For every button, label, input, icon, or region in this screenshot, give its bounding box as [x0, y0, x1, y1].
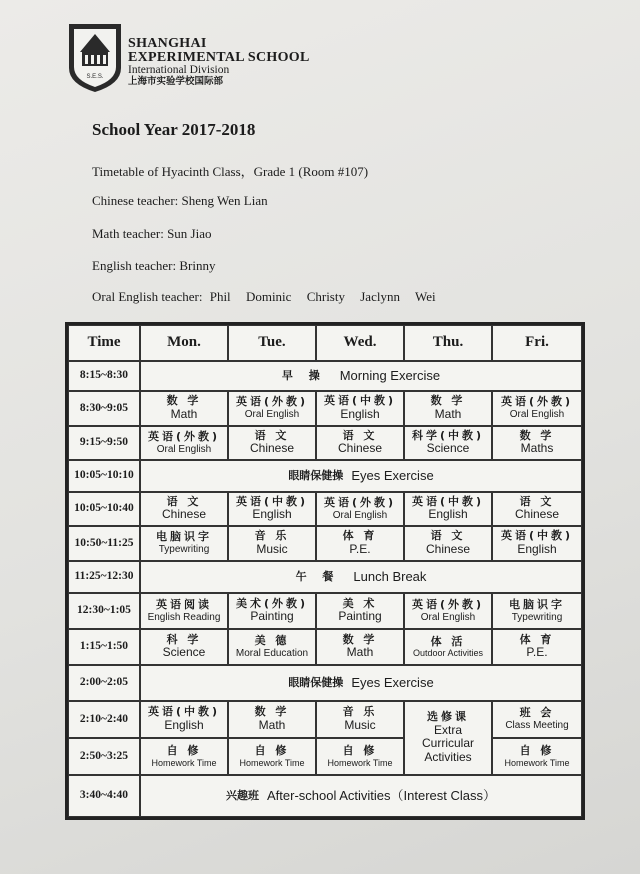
- after-school: [140, 775, 582, 817]
- subject-en: Math: [434, 406, 462, 421]
- time-slot: 9:15~9:50: [68, 426, 140, 460]
- timetable: [65, 322, 585, 820]
- subject-cell: [140, 738, 228, 775]
- school-logo: [66, 22, 124, 94]
- subject-cn: 数 学: [519, 428, 555, 442]
- subject-cn: 语 文: [519, 494, 555, 508]
- oral-english-label: Oral English teacher:: [92, 289, 203, 304]
- subject-cn: 电脑识字: [509, 597, 565, 611]
- subject-cn: 英语(中教): [323, 394, 397, 408]
- subject-cell: [492, 492, 582, 526]
- subject-cn: 班 会: [519, 706, 555, 720]
- subject-cn: 美 德: [254, 633, 290, 647]
- morning-exercise: [140, 361, 582, 391]
- extra-curricular-cell: [404, 701, 492, 775]
- subject-en: Homework Time: [327, 757, 393, 768]
- subject-cell: [316, 593, 404, 629]
- time-slot: 2:50~3:25: [68, 738, 140, 775]
- subject-en: Oral English: [420, 611, 476, 623]
- subject-cell: [404, 526, 492, 561]
- division-name: International Division: [128, 64, 230, 76]
- oral-teacher: Phil: [209, 289, 231, 304]
- subject-en: Painting: [338, 609, 382, 624]
- extra-cn: 选修课: [427, 709, 469, 723]
- timetable-of: Timetable of Hyacinth Class，Grade 1 (Room #107): [92, 164, 369, 179]
- subject-cell: [228, 738, 316, 775]
- subject-cell: [140, 629, 228, 665]
- time-slot: 8:15~8:30: [68, 361, 140, 391]
- time-slot: 10:05~10:10: [68, 460, 140, 492]
- morning-exercise-en: Morning Exercise: [339, 367, 441, 383]
- subject-cn: 语 文: [166, 494, 202, 508]
- eyes-exercise-cn: 眼睛保健操: [288, 468, 344, 482]
- subject-en: Homework Time: [504, 757, 570, 768]
- subject-en: Oral English: [509, 409, 565, 421]
- school-name: [128, 37, 310, 87]
- subject-en: P.E.: [526, 645, 548, 660]
- school-name-line2: EXPERIMENTAL SCHOOL: [128, 50, 310, 65]
- subject-cell: [492, 426, 582, 460]
- subject-en: Chinese: [161, 507, 207, 522]
- subject-cn: 英语(中教): [411, 494, 485, 508]
- subject-cell: [492, 593, 582, 629]
- subject-cell: [404, 593, 492, 629]
- subject-cn: 语 文: [254, 428, 290, 442]
- eyes-exercise-en: Eyes Exercise: [351, 467, 434, 483]
- after-school-en: After-school Activities（Interest Class）: [266, 787, 497, 803]
- lunch-break-cn: 午 餐: [295, 569, 340, 583]
- subject-en: English: [517, 541, 557, 556]
- time-slot: 2:10~2:40: [68, 701, 140, 738]
- subject-cn: 美 术: [342, 596, 378, 610]
- extra-line: Extra: [433, 722, 462, 737]
- subject-en: Music: [256, 541, 288, 556]
- subject-cell: [228, 426, 316, 460]
- subject-en: Homework Time: [239, 757, 305, 768]
- subject-en: English: [340, 406, 380, 421]
- subject-cn: 英语(中教): [500, 529, 574, 543]
- subject-cn: 科学(中教): [411, 428, 485, 442]
- subject-cn: 自 修: [254, 744, 290, 757]
- morning-exercise-cn: 早 操: [281, 368, 326, 382]
- subject-en: Outdoor Activities: [412, 648, 484, 659]
- school-year-title: School Year 2017-2018: [92, 120, 256, 139]
- subject-cell: [228, 492, 316, 526]
- school-name-line1: SHANGHAI: [128, 36, 207, 51]
- eyes-exercise: [140, 665, 582, 701]
- subject-cn: 英语(中教): [147, 705, 221, 719]
- subject-en: Class Meeting: [505, 720, 569, 732]
- subject-cell: [140, 426, 228, 460]
- subject-cn: 英语阅读: [156, 597, 212, 611]
- subject-cell: [316, 426, 404, 460]
- subject-en: Chinese: [514, 507, 560, 522]
- subject-cell: [228, 629, 316, 665]
- eyes-exercise-cn: 眼睛保健操: [288, 675, 344, 689]
- subject-cn: 自 修: [342, 744, 378, 757]
- extra-line: Curricular: [421, 736, 474, 751]
- subject-en: English Reading: [147, 611, 221, 623]
- chinese-school-name: 上海市实验学校国际部: [128, 76, 224, 87]
- subject-cn: 数 学: [342, 632, 378, 646]
- subject-en: Science: [162, 645, 206, 660]
- eyes-exercise: [140, 460, 582, 492]
- subject-cell: [404, 426, 492, 460]
- english-teacher: English teacher: Brinny: [92, 258, 216, 273]
- time-slot: 10:50~11:25: [68, 526, 140, 561]
- subject-cell: [140, 526, 228, 561]
- subject-en: Maths: [520, 441, 554, 456]
- time-slot: 3:40~4:40: [68, 775, 140, 817]
- after-school-cn: 兴趣班: [225, 788, 259, 802]
- subject-cell: [228, 701, 316, 738]
- column-header: Fri.: [492, 325, 582, 361]
- subject-cell: [316, 738, 404, 775]
- oral-teacher: Wei: [414, 289, 436, 304]
- subject-cn: 电脑识字: [156, 530, 212, 544]
- math-teacher: Math teacher: Sun Jiao: [92, 226, 212, 241]
- time-slot: 12:30~1:05: [68, 593, 140, 629]
- subject-cell: [404, 492, 492, 526]
- chinese-teacher: Chinese teacher: Sheng Wen Lian: [92, 193, 268, 208]
- column-header: Time: [68, 325, 140, 361]
- column-header: Thu.: [404, 325, 492, 361]
- subject-cn: 语 文: [342, 428, 378, 442]
- subject-cell: [140, 391, 228, 426]
- subject-en: Typewriting: [511, 611, 563, 623]
- subject-cell: [228, 526, 316, 561]
- subject-cell: [316, 629, 404, 665]
- subject-cell: [316, 701, 404, 738]
- time-slot: 11:25~12:30: [68, 561, 140, 593]
- subject-cell: [228, 593, 316, 629]
- subject-en: Painting: [250, 609, 294, 624]
- svg-text:S.E.S.: S.E.S.: [86, 74, 104, 80]
- subject-cell: [492, 738, 582, 775]
- oral-teacher: Jaclynn: [360, 289, 400, 304]
- subject-en: Typewriting: [158, 544, 210, 556]
- subject-cn: 语 文: [430, 529, 466, 543]
- subject-cell: [492, 526, 582, 561]
- subject-en: Oral English: [244, 409, 300, 421]
- subject-cn: 体 育: [519, 632, 555, 646]
- subject-cn: 数 学: [430, 394, 466, 408]
- subject-en: Moral Education: [235, 647, 309, 659]
- subject-en: Oral English: [332, 509, 388, 521]
- subject-en: Chinese: [249, 441, 295, 456]
- subject-cn: 英语(外教): [235, 395, 309, 409]
- subject-cell: [492, 391, 582, 426]
- subject-cn: 英语(外教): [147, 429, 221, 443]
- subject-cn: 英语(外教): [500, 395, 574, 409]
- subject-cell: [404, 629, 492, 665]
- time-slot: 1:15~1:50: [68, 629, 140, 665]
- column-header: Tue.: [228, 325, 316, 361]
- subject-cn: 自 修: [166, 744, 202, 757]
- subject-cn: 体 活: [430, 634, 466, 648]
- time-slot: 2:00~2:05: [68, 665, 140, 701]
- subject-en: Math: [346, 645, 374, 660]
- subject-cn: 美术(外教): [235, 596, 309, 610]
- subject-en: Homework Time: [151, 757, 217, 768]
- subject-cn: 科 学: [166, 632, 202, 646]
- subject-cn: 自 修: [519, 744, 555, 757]
- subject-cn: 英语(中教): [235, 494, 309, 508]
- subject-en: English: [164, 717, 204, 732]
- subject-en: Math: [258, 717, 286, 732]
- subject-cn: 数 学: [166, 394, 202, 408]
- subject-cell: [228, 391, 316, 426]
- subject-cell: [492, 629, 582, 665]
- subject-en: English: [252, 507, 292, 522]
- oral-teacher: Christy: [306, 289, 345, 304]
- subject-cn: 音 乐: [342, 705, 378, 719]
- subject-en: P.E.: [349, 541, 371, 556]
- oral-english-teachers: [92, 289, 448, 305]
- subject-en: Chinese: [337, 441, 383, 456]
- subject-cell: [316, 526, 404, 561]
- subject-en: English: [428, 507, 468, 522]
- subject-cell: [140, 593, 228, 629]
- time-slot: 10:05~10:40: [68, 492, 140, 526]
- lunch-break-en: Lunch Break: [353, 568, 427, 584]
- subject-en: Chinese: [425, 541, 471, 556]
- subject-cell: [492, 701, 582, 738]
- subject-cn: 英语(外教): [323, 495, 397, 509]
- column-header: Wed.: [316, 325, 404, 361]
- subject-en: Science: [426, 441, 470, 456]
- time-slot: 8:30~9:05: [68, 391, 140, 426]
- extra-line: Activities: [424, 750, 472, 765]
- subject-cell: [316, 391, 404, 426]
- subject-cell: [316, 492, 404, 526]
- subject-cn: 英语(外教): [411, 597, 485, 611]
- subject-cn: 数 学: [254, 705, 290, 719]
- subject-en: Oral English: [156, 443, 212, 455]
- subject-cell: [140, 701, 228, 738]
- column-header: Mon.: [140, 325, 228, 361]
- lunch-break: [140, 561, 582, 593]
- eyes-exercise-en: Eyes Exercise: [351, 674, 434, 690]
- oral-teacher: Dominic: [245, 289, 292, 304]
- subject-cn: 体 育: [342, 529, 378, 543]
- subject-en: Math: [170, 406, 198, 421]
- subject-cell: [140, 492, 228, 526]
- subject-cell: [404, 391, 492, 426]
- subject-en: Music: [344, 717, 376, 732]
- subject-cn: 音 乐: [254, 529, 290, 543]
